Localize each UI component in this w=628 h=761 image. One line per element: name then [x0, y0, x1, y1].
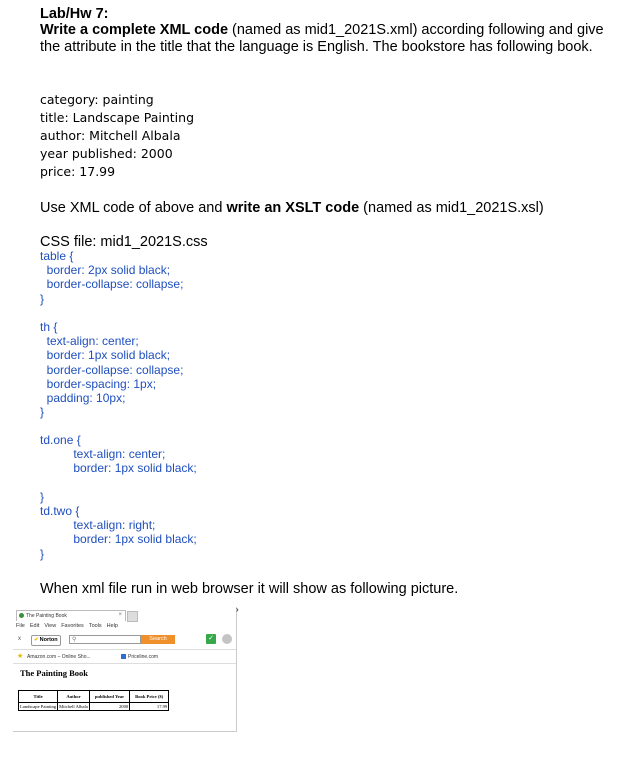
menu-view[interactable]: View — [44, 623, 57, 629]
task-2-bold: write an XSLT code — [226, 200, 360, 216]
task-1-rest: (named as mid1_2021S.xml) according following and give the attribute in the title that the language is English. The bookstore has following book. — [40, 22, 604, 55]
table-row — [19, 703, 169, 711]
menu-bar — [16, 623, 123, 629]
new-tab-button[interactable] — [127, 611, 138, 622]
magnifier-icon: ⚲ — [72, 637, 77, 643]
task-2-post: (named as mid1_2021S.xsl) — [359, 200, 544, 216]
menu-file[interactable]: File — [16, 623, 25, 629]
cell-title: Landscape Painting — [20, 704, 57, 709]
cell-author: Mitchell Albala — [59, 704, 88, 709]
header-year: published Year — [89, 691, 129, 703]
task-1-text — [40, 22, 615, 56]
css-block-td-one: td.one { text-align: center; border: 1px solid black; } — [40, 433, 197, 504]
page-favicon-icon — [19, 613, 24, 618]
book-info-line: category: painting — [40, 92, 154, 107]
book-info-line: author: Mitchell Albala — [40, 128, 181, 143]
priceline-icon — [121, 654, 126, 659]
norton-badge[interactable] — [31, 635, 61, 646]
toolbar-search-input[interactable] — [69, 635, 141, 644]
menu-tools[interactable]: Tools — [88, 623, 102, 629]
menu-help[interactable]: Help — [106, 623, 118, 629]
task-2-text — [40, 200, 544, 216]
tab-close-icon[interactable]: × — [118, 612, 122, 618]
final-instruction: When xml file run in web browser it will show as following picture. — [40, 581, 459, 597]
rendered-page-title: The Painting Book — [20, 668, 89, 678]
book-info-line: title: Landscape Painting — [40, 110, 195, 125]
status-circle-icon[interactable] — [222, 634, 232, 644]
lab-heading: Lab/Hw 7: — [40, 6, 109, 22]
tab-bar — [13, 610, 143, 621]
toolbar-close-icon[interactable]: x — [18, 636, 21, 642]
menu-edit[interactable]: Edit — [29, 623, 40, 629]
book-info-line: year published: 2000 — [40, 146, 173, 161]
book-info-line: price: 17.99 — [40, 164, 116, 179]
cell-price: 17.99 — [130, 703, 169, 711]
norton-label: Norton — [39, 637, 58, 643]
cell-year: 2000 — [89, 703, 129, 711]
header-price: Book Price ($) — [130, 691, 169, 703]
header-title: Title — [19, 691, 58, 703]
window-edge-mark: › — [236, 605, 239, 614]
safe-check-icon[interactable]: ✓ — [206, 634, 216, 644]
favorites-bar — [13, 649, 236, 664]
favorites-star-icon[interactable]: ★ — [17, 653, 24, 660]
favorite-link-amazon[interactable]: Amazon.com – Online Sho... — [27, 654, 91, 660]
favorite-link-priceline[interactable] — [121, 654, 158, 660]
favorite-label: Priceline.com — [128, 654, 159, 660]
norton-check-icon: ✔ — [34, 637, 39, 643]
css-block-th: th { text-align: center; border: 1px solid black; border-collapse: collapse; border-spacing: 1px; padding: 10px; } — [40, 320, 184, 420]
css-block-td-two: td.two { text-align: right; border: 1px solid black; } — [40, 504, 197, 561]
task-2-pre: Use XML code of above and — [40, 200, 227, 216]
css-block-table: table { border: 2px solid black; border-collapse: collapse; } — [40, 249, 184, 306]
norton-toolbar — [13, 633, 236, 647]
browser-tab[interactable] — [16, 610, 126, 621]
header-author: Author — [58, 691, 90, 703]
tab-title: The Painting Book — [26, 613, 67, 619]
table-header-row — [19, 691, 169, 703]
css-file-heading: CSS file: mid1_2021S.css — [40, 234, 208, 250]
task-1-bold: Write a complete XML code — [40, 22, 229, 38]
book-table — [18, 690, 169, 711]
menu-favorites[interactable]: Favorites — [61, 623, 84, 629]
browser-screenshot — [13, 607, 237, 732]
toolbar-search-button[interactable]: Search — [141, 635, 175, 644]
